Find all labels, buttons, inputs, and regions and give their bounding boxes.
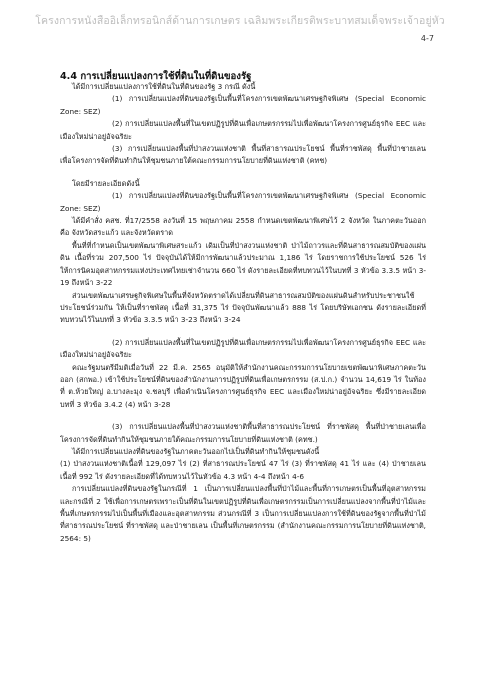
body-text — [60, 81, 426, 545]
paragraph: โดยมีรายละเอียดดังนี้ — [72, 178, 140, 188]
running-header: โครงการหนังสืออิเล็กทรอนิกส์ด้านการเกษตร เฉลิมพระเกียรติพระบาทสมเด็จพระเจ้าอยู่หัว — [35, 15, 445, 27]
paragraph: คณะรัฐมนตรีมีมติเมื่อวันที่ 22 มี.ค. 2565 อนุมัติให้สำนักงานคณะกรรมการนโยบายเขตพัฒนาพิเศษภาคตะวันออก (สกพอ.) เข้าใช้ประโยชน์ที่ดินของสำนักงานการปฏิรูปที่ดินเพื่อเกษตรกรรม (ส.ป.ก.) จำนวน 14,619 ไร่ ในท้องที่ ต.ห้วยใหญ่ อ.บางละมุง จ.ชลบุรี เพื่อดำเนินโครงการศูนย์ธุรกิจ EEC และเมืองใหม่น่าอยู่อัจฉริยะ ซึ่งมีรายละเอียดบทที่ 3 หัวข้อ 3.4.2 (4) หน้า 3-28 — [60, 362, 426, 409]
paragraph: ได้มีคำสั่ง คสช. ที่17/2558 ลงวันที่ 15 พฤษภาคม 2558 กำหนดเขตพัฒนาพิเศษไว้ 2 จังหวัด ในภาคตะวันออก คือ จังหวัดสระแก้ว และจังหวัดตราด — [60, 216, 426, 238]
paragraph: (2) การเปลี่ยนแปลงพื้นที่ในเขตปฏิรูปที่ดินเพื่อเกษตรกรรมไปเพื่อพัฒนาโครงการศูนย์ธุรกิจ EEC และเมืองใหม่น่าอยู่อัจฉริยะ — [60, 119, 426, 141]
paragraph: การเปลี่ยนแปลงที่ดินของรัฐในกรณีที่ 1 เป็นการเปลี่ยนแปลงพื้นที่ป่าไม้และพื้นที่การเกษตรเป็นพื้นที่อุตสาหกรรม และกรณีที่ 2 ใช้เพื่อการเกษตรเพราะเป็นที่ดินในเขตปฏิรูปที่ดินเพื่อเกษตรกรรมเป็นการเปลี่ยนแปลงจากพื้นที่ป่าไม้และพื้นที่เกษตรกรรมไปเป็นพื้นที่เมืองและอุตสาหกรรม ส่วนกรณีที่ 3 เป็นการเปลี่ยนแปลงการใช้ที่ดินของรัฐจากพื้นที่ป่าไม้ ที่สาธารณประโยชน์ ที่ราชพัสดุ และป่าชายเลน เป็นพื้นที่เกษตรกรรม (สำนักงานคณะกรรมการนโยบายที่ดินแห่งชาติ, 2564: 5) — [60, 484, 426, 543]
paragraph: (3) การเปลี่ยนแปลงพื้นที่ป่าสงวนแห่งชาติ พื้นที่สาธารณประโยชน์ พื้นที่ราชพัสดุ พื้นที่ป่าชายเลน เพื่อโครงการจัดที่ดินทำกินให้ชุมชนภายใต้คณะกรรมการนโยบายที่ดินแห่งชาติ (คทช) — [60, 144, 426, 166]
section-title: 4.4 การเปลี่ยนแปลงการใช้ที่ดินในที่ดินของรัฐ — [60, 71, 252, 82]
paragraph: (1) การเปลี่ยนแปลงที่ดินของรัฐเป็นพื้นที่โครงการเขตพัฒนาเศรษฐกิจพิเศษ (Special Economic Zone: SEZ) — [60, 191, 426, 213]
paragraph: (1) การเปลี่ยนแปลงที่ดินของรัฐเป็นพื้นที่โครงการเขตพัฒนาเศรษฐกิจพิเศษ (Special Economic Zone: SEZ) — [60, 94, 426, 116]
paragraph: พื้นที่ที่กำหนดเป็นเขตพัฒนาพิเศษสระแก้ว เดิมเป็นที่ป่าสงวนแห่งชาติ ป่าไม้ถาวรและที่ดินสาธารณสมบัติของแผ่นดิน เนื้อที่รวม 207,500 ไร่ ปัจจุบันได้ให้มีการพัฒนาแล้วประมาณ 1,186 ไร่ โดยราชการใช้ประโยชน์ 526 ไร่ ให้การนิคมอุตสาหกรรมแห่งประเทศไทยเช่าจำนวน 660 ไร่ ดังรายละเอียดที่ทบทวนไว้ในบทที่ 3 หัวข้อ 3.3.5 หน้า 3-19 ถึงหน้า 3-22 — [60, 240, 426, 288]
paragraph: ส่วนเขตพัฒนาเศรษฐกิจพิเศษในพื้นที่จังหวัดตราดได้เปลี่ยนที่ดินสาธารณสมบัติของแผ่นดินสำหรับประชาชนใช้ประโยชน์ร่วมกัน ให้เป็นที่ราชพัสดุ เนื้อที่ 31,375 ไร่ ปัจจุบันพัฒนาแล้ว 888 ไร่ โดยบริษัทเอกชน ดังรายละเอียดที่ทบทวนไว้ในบทที่ 3 หัวข้อ 3.3.5 หน้า 3-23 ถึงหน้า 3-24 — [60, 290, 426, 325]
paragraph: ได้มีการเปลี่ยนแปลงการใช้ที่ดินในที่ดินของรัฐ 3 กรณี ดังนี้ — [72, 82, 256, 91]
page-number: 4-7 — [420, 34, 434, 43]
paragraph: (2) การเปลี่ยนแปลงพื้นที่ในเขตปฏิรูปที่ดินเพื่อเกษตรกรรมไปเพื่อพัฒนาโครงการศูนย์ธุรกิจ EEC และเมืองใหม่น่าอยู่อัจฉริยะ — [60, 337, 426, 360]
paragraph: (1) ป่าสงวนแห่งชาติเนื้อที่ 129,097 ไร่ (2) ที่สาธารณประโยชน์ 47 ไร่ (3) ที่ราชพัสดุ 41 ไร่ และ (4) ป่าชายเลน เนื้อที่ 992 ไร่ ดังรายละเอียดที่ได้ทบทวนไว้ในหัวข้อ 4.3 หน้า 4-4 ถึงหน้า 4-6 — [60, 459, 426, 481]
paragraph: ได้มีการเปลี่ยนแปลงที่ดินของรัฐในภาคตะวันออกไปเป็นที่ดินทำกินให้ชุมชนดังนี้ — [72, 446, 320, 456]
paragraph: (3) การเปลี่ยนแปลงพื้นที่ป่าสงวนแห่งชาติพื้นที่สาธารณประโยชน์ ที่ราชพัสดุ พื้นที่ป่าชายเลนเพื่อโครงการจัดที่ดินทำกินให้ชุมชนภายใต้คณะกรรมการนโยบายที่ดินแห่งชาติ (คทช.) — [60, 422, 426, 444]
